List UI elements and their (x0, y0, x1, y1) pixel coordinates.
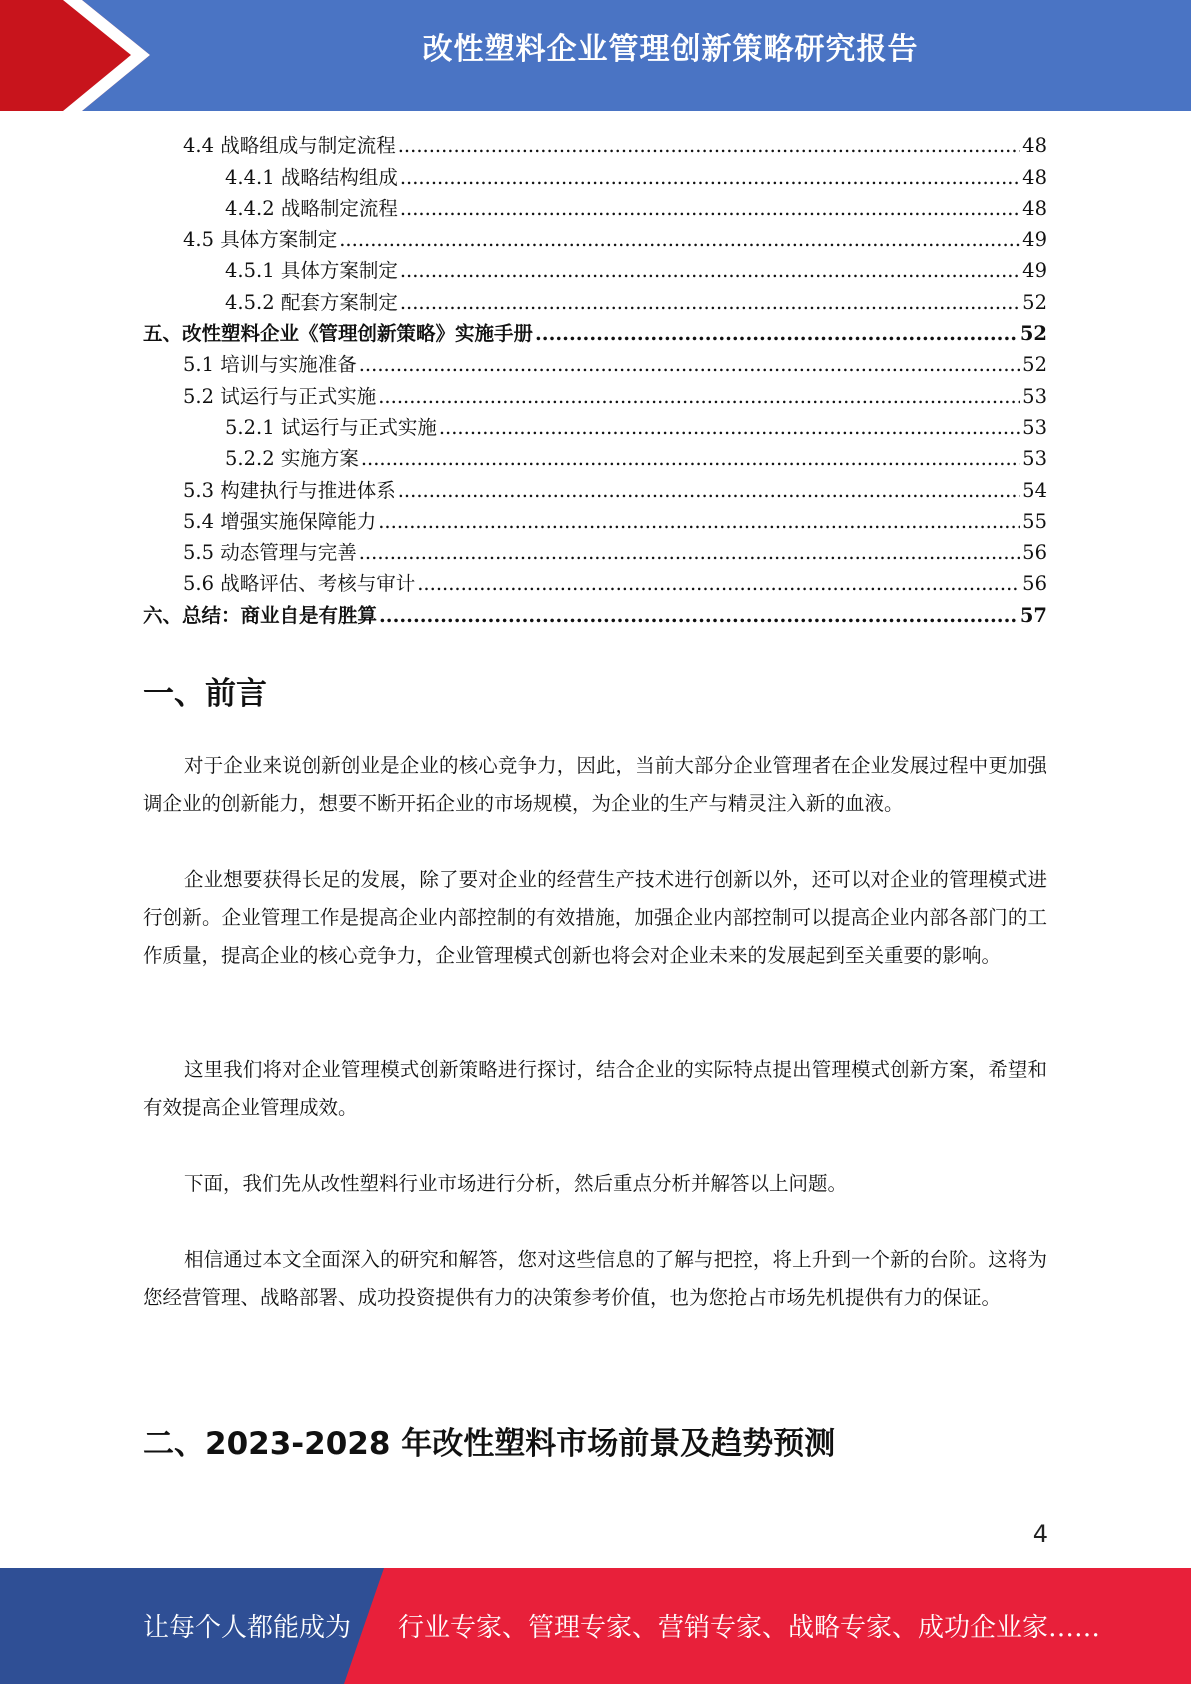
toc-entry-label: 5.5 动态管理与完善 (183, 541, 357, 565)
toc-entry-label: 4.5 具体方案制定 (183, 228, 338, 252)
page-footer (0, 1568, 1191, 1684)
header-red-chevron (0, 0, 150, 111)
toc-entry-label: 4.5.2 配套方案制定 (225, 290, 398, 314)
body-paragraph: 这里我们将对企业管理模式创新策略进行探讨，结合企业的实际特点提出管理模式创新方案，希望和有效提高企业管理成效。 (143, 1058, 1047, 1119)
page-header (0, 0, 1191, 111)
toc-entry[interactable] (143, 535, 1047, 566)
toc-entry-label: 4.4 战略组成与制定流程 (183, 134, 396, 158)
toc-entry[interactable] (143, 441, 1047, 472)
toc-entry-label: 5.3 构建执行与推进体系 (183, 478, 396, 502)
toc-entry-page: 52 (1019, 322, 1047, 346)
toc-entry-label: 5.4 增强实施保障能力 (183, 509, 377, 533)
toc-entry[interactable] (143, 159, 1047, 190)
toc-entry-label: 5.2.1 试运行与正式实施 (225, 415, 437, 439)
toc-entry-page: 53 (1022, 384, 1047, 408)
body-paragraph: 相信通过本文全面深入的研究和解答，您对这些信息的了解与把控，将上升到一个新的台阶。这将为您经营管理、战略部署、成功投资提供有力的决策参考价值，也为您抢占市场先机提供有力的保证。 (143, 1248, 1047, 1309)
toc-entry[interactable] (143, 347, 1047, 378)
toc-entry[interactable] (143, 284, 1047, 315)
toc-entry-label: 4.5.1 具体方案制定 (225, 259, 398, 283)
toc-entry-page: 54 (1022, 478, 1047, 502)
report-title: 改性塑料企业管理创新策略研究报告 (422, 32, 919, 67)
body-paragraph: 对于企业来说创新创业是企业的核心竞争力，因此，当前大部分企业管理者在企业发展过程中更加强调企业的创新能力，想要不断开拓企业的市场规模，为企业的生产与精灵注入新的血液。 (143, 754, 1047, 815)
toc-entry-page: 57 (1019, 603, 1047, 627)
toc-entry[interactable] (143, 253, 1047, 284)
toc-entry-page: 48 (1022, 165, 1047, 189)
table-of-contents (143, 128, 1047, 629)
toc-entry-page: 49 (1022, 228, 1047, 252)
toc-entry-page: 52 (1022, 353, 1047, 377)
toc-entry-page: 55 (1022, 509, 1047, 533)
toc-entry[interactable] (143, 472, 1047, 503)
section-heading-market-forecast: 二、2023-2028 年改性塑料市场前景及趋势预测 (143, 1426, 836, 1462)
toc-entry[interactable] (143, 378, 1047, 409)
body-paragraph: 企业想要获得长足的发展，除了要对企业的经营生产技术进行创新以外，还可以对企业的管理模式进行创新。企业管理工作是提高企业内部控制的有效措施，加强企业内部控制可以提高企业内部各部门的工作质量，提高企业的核心竞争力，企业管理模式创新也将会对企业未来的发展起到至关重要的影响。 (143, 868, 1047, 967)
toc-entry[interactable] (143, 410, 1047, 441)
toc-entry-page: 53 (1022, 415, 1047, 439)
toc-entry[interactable] (143, 597, 1047, 628)
toc-entry-label: 5.6 战略评估、考核与审计 (183, 572, 416, 596)
toc-entry-label: 4.4.2 战略制定流程 (225, 196, 398, 220)
toc-entry[interactable] (143, 191, 1047, 222)
toc-entry-label: 五、改性塑料企业《管理创新策略》实施手册 (143, 322, 534, 346)
toc-entry-page: 48 (1022, 196, 1047, 220)
body-paragraph: 下面，我们先从改性塑料行业市场进行分析，然后重点分析并解答以上问题。 (184, 1172, 848, 1195)
toc-entry[interactable] (143, 566, 1047, 597)
toc-entry-page: 52 (1022, 290, 1047, 314)
toc-entry-label: 5.2 试运行与正式实施 (183, 384, 377, 408)
toc-entry-page: 56 (1022, 541, 1047, 565)
toc-entry-label: 六、总结：商业自是有胜算 (143, 603, 378, 627)
footer-slogan-right: 行业专家、管理专家、营销专家、战略专家、成功企业家…… (398, 1613, 1101, 1643)
section-heading-preface: 一、前言 (143, 676, 267, 712)
toc-entry[interactable] (143, 504, 1047, 535)
footer-slogan-left: 让每个人都能成为 (143, 1613, 352, 1643)
toc-entry-page: 53 (1022, 447, 1047, 471)
toc-entry-page: 49 (1022, 259, 1047, 283)
toc-entry-page: 56 (1022, 572, 1047, 596)
page-number: 4 (1032, 1520, 1048, 1548)
toc-entry[interactable] (143, 128, 1047, 159)
toc-entry[interactable] (143, 222, 1047, 253)
toc-entry-label: 4.4.1 战略结构组成 (225, 165, 398, 189)
toc-entry[interactable] (143, 316, 1047, 347)
toc-entry-label: 5.1 培训与实施准备 (183, 353, 357, 377)
toc-entry-label: 5.2.2 实施方案 (225, 447, 359, 471)
toc-entry-page: 48 (1022, 134, 1047, 158)
